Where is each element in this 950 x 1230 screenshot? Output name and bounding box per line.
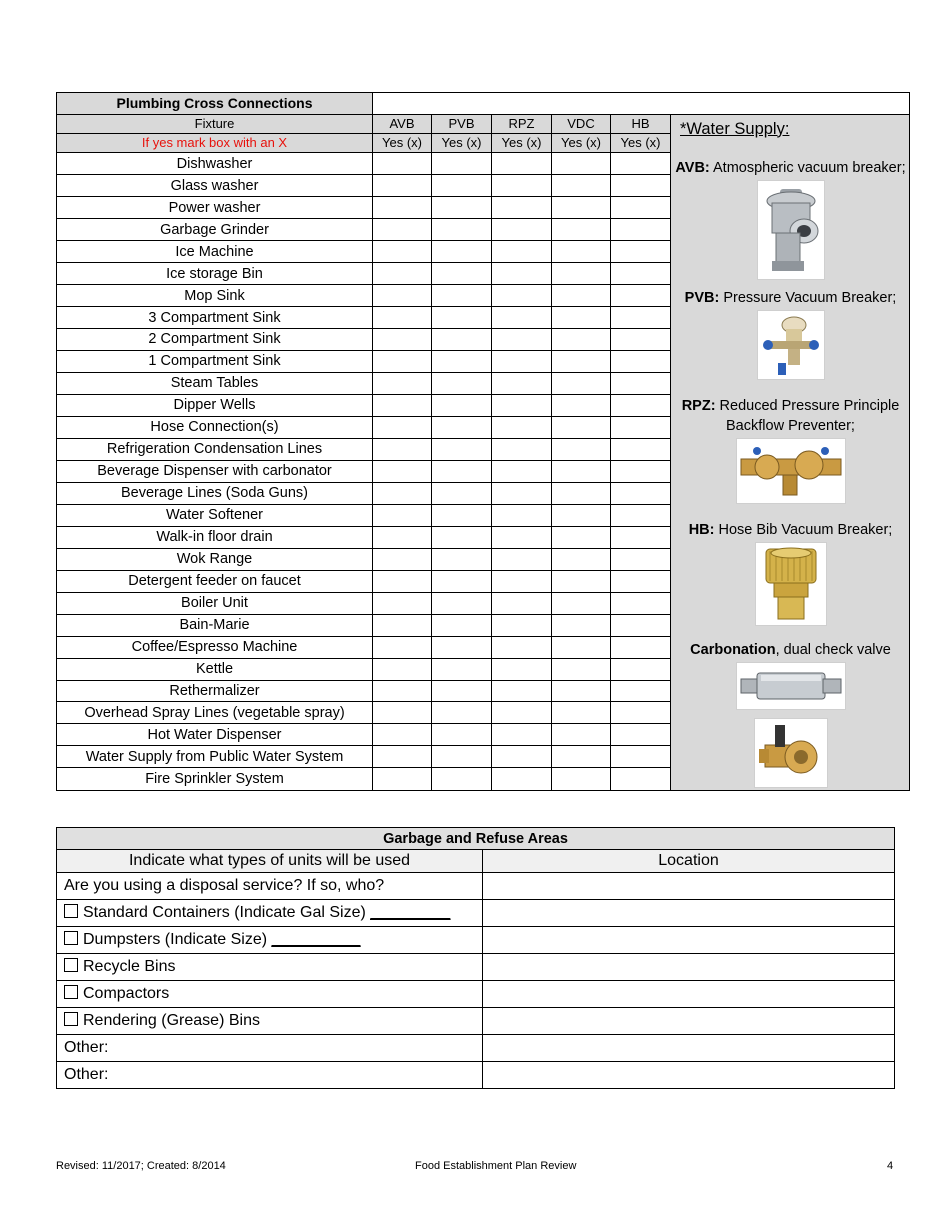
hb-legend: HB: Hose Bib Vacuum Breaker; [688,521,893,538]
checkbox-cell-vdc[interactable] [552,614,611,636]
garbage-row [57,1062,895,1089]
unit-type-label: Other: [64,1039,109,1056]
fixture-name: Beverage Lines (Soda Guns) [57,482,373,504]
checkbox-cell-hb[interactable] [611,570,671,592]
checkbox-cell-hb[interactable] [611,702,671,724]
carbonation-legend: Carbonation, dual check valve [690,641,891,658]
rpz-legend: RPZ: Reduced Pressure Principle Backflow Preventer; [681,397,900,434]
hb-vacuum-breaker-image [755,542,827,626]
instruction-text: If yes mark box with an X [57,133,373,152]
yes-label-avb: Yes (x) [373,133,432,152]
checkbox-cell-hb[interactable] [611,724,671,746]
fixture-name: Glass washer [57,175,373,197]
checkbox-cell-rpz[interactable] [492,307,552,329]
checkbox-cell-vdc[interactable] [552,219,611,241]
checkbox-cell-vdc[interactable] [552,241,611,263]
checkbox-cell-vdc[interactable] [552,746,611,768]
checkbox-cell-vdc[interactable] [552,724,611,746]
checkbox-cell-pvb[interactable] [432,636,492,658]
checkbox-cell-rpz[interactable] [492,768,552,790]
unit-type-label: Rendering (Grease) Bins [83,1012,260,1029]
checkbox-cell-vdc[interactable] [552,526,611,548]
fixture-name: Hose Connection(s) [57,416,373,438]
checkbox-cell-vdc[interactable] [552,394,611,416]
checkbox-cell-avb[interactable] [373,592,432,614]
checkbox-cell-hb[interactable] [611,153,671,175]
checkbox-cell-hb[interactable] [611,263,671,285]
fixture-name: Coffee/Espresso Machine [57,636,373,658]
checkbox-cell-vdc[interactable] [552,350,611,372]
unit-type-cell [57,873,483,900]
fixture-name: 3 Compartment Sink [57,307,373,329]
location-cell[interactable] [483,981,895,1008]
checkbox-cell-pvb[interactable] [432,460,492,482]
checkbox-cell-avb[interactable] [373,548,432,570]
checkbox-cell-rpz[interactable] [492,504,552,526]
checkbox-cell-avb[interactable] [373,482,432,504]
checkbox-cell-vdc[interactable] [552,658,611,680]
checkbox-cell-avb[interactable] [373,285,432,307]
checkbox-cell-avb[interactable] [373,526,432,548]
plumbing-cross-connections-table [56,92,910,791]
checkbox-cell-rpz[interactable] [492,526,552,548]
unit-type-cell[interactable] [57,900,483,927]
checkbox-cell-avb[interactable] [373,350,432,372]
checkbox-cell-hb[interactable] [611,768,671,790]
checkbox-cell-vdc[interactable] [552,307,611,329]
checkbox-cell-pvb[interactable] [432,724,492,746]
water-supply-legend [671,115,910,788]
checkbox-cell-rpz[interactable] [492,548,552,570]
fixture-header: Fixture [57,114,373,133]
checkbox-cell-rpz[interactable] [492,285,552,307]
column-header-rpz: RPZ [492,114,552,133]
checkbox-cell-avb[interactable] [373,636,432,658]
garbage-row [57,981,895,1008]
checkbox-cell-avb[interactable] [373,329,432,351]
fixture-name: Boiler Unit [57,592,373,614]
checkbox-cell-vdc[interactable] [552,504,611,526]
checkbox-cell-avb[interactable] [373,241,432,263]
checkbox-cell-pvb[interactable] [432,702,492,724]
checkbox-cell-hb[interactable] [611,482,671,504]
plumbing-title: Plumbing Cross Connections [57,93,373,115]
checkbox-cell-pvb[interactable] [432,526,492,548]
checkbox-cell-pvb[interactable] [432,548,492,570]
carbonation-valve-image [754,718,828,788]
checkbox-cell-pvb[interactable] [432,219,492,241]
checkbox-cell-rpz[interactable] [492,438,552,460]
fixture-name: 1 Compartment Sink [57,350,373,372]
checkbox-cell-avb[interactable] [373,438,432,460]
checkbox-cell-pvb[interactable] [432,197,492,219]
checkbox-cell-pvb[interactable] [432,570,492,592]
checkbox-cell-hb[interactable] [611,285,671,307]
checkbox-cell-vdc[interactable] [552,285,611,307]
yes-label-vdc: Yes (x) [552,133,611,152]
checkbox-cell-pvb[interactable] [432,372,492,394]
checkbox-cell-avb[interactable] [373,724,432,746]
checkbox-cell-avb[interactable] [373,504,432,526]
checkbox-cell-rpz[interactable] [492,680,552,702]
location-cell[interactable] [483,927,895,954]
fixture-name: Refrigeration Condensation Lines [57,438,373,460]
checkbox-cell-rpz[interactable] [492,570,552,592]
checkbox-cell-pvb[interactable] [432,285,492,307]
checkbox-cell-hb[interactable] [611,197,671,219]
checkbox-cell-pvb[interactable] [432,680,492,702]
checkbox-cell-avb[interactable] [373,570,432,592]
checkbox-cell-rpz[interactable] [492,372,552,394]
checkbox-cell-avb[interactable] [373,460,432,482]
checkbox-cell-rpz[interactable] [492,636,552,658]
checkbox-cell-vdc[interactable] [552,197,611,219]
yes-label-hb: Yes (x) [611,133,671,152]
checkbox-cell-rpz[interactable] [492,592,552,614]
fixture-name: Ice storage Bin [57,263,373,285]
unit-type-label: Compactors [83,985,170,1002]
unit-type-cell[interactable] [57,981,483,1008]
checkbox-cell-rpz[interactable] [492,263,552,285]
unit-type-cell[interactable] [57,954,483,981]
checkbox-cell-pvb[interactable] [432,482,492,504]
checkbox-cell-avb[interactable] [373,219,432,241]
checkbox-cell-vdc[interactable] [552,636,611,658]
garbage-row [57,1035,895,1062]
fixture-name: Rethermalizer [57,680,373,702]
footer-title: Food Establishment Plan Review [415,1160,577,1172]
fixture-name: Wok Range [57,548,373,570]
unit-type-cell [57,1062,483,1089]
column-header-avb: AVB [373,114,432,133]
checkbox-cell-avb[interactable] [373,197,432,219]
checkbox-cell-pvb[interactable] [432,175,492,197]
fixture-name: Dipper Wells [57,394,373,416]
checkbox-cell-hb[interactable] [611,614,671,636]
checkbox-cell-vdc[interactable] [552,570,611,592]
checkbox-cell-vdc[interactable] [552,460,611,482]
location-cell[interactable] [483,954,895,981]
checkbox-cell-avb[interactable] [373,372,432,394]
location-cell[interactable] [483,873,895,900]
checkbox-cell-vdc[interactable] [552,702,611,724]
checkbox-cell-avb[interactable] [373,614,432,636]
fixture-name: Dishwasher [57,153,373,175]
checkbox-cell-avb[interactable] [373,263,432,285]
checkbox-cell-hb[interactable] [611,680,671,702]
checkbox-cell-pvb[interactable] [432,153,492,175]
dual-check-valve-image [736,662,846,710]
rpz-valve-image [736,438,846,504]
checkbox-cell-hb[interactable] [611,394,671,416]
location-header: Location [483,850,895,873]
fixture-name: Ice Machine [57,241,373,263]
fixture-name: Detergent feeder on faucet [57,570,373,592]
unit-type-cell[interactable] [57,927,483,954]
checkbox-icon[interactable] [64,931,78,945]
checkbox-cell-hb[interactable] [611,175,671,197]
checkbox-cell-pvb[interactable] [432,592,492,614]
fixture-name: Garbage Grinder [57,219,373,241]
checkbox-cell-rpz[interactable] [492,460,552,482]
checkbox-cell-pvb[interactable] [432,241,492,263]
unit-type-label: Dumpsters (Indicate Size) [83,931,272,948]
checkbox-cell-rpz[interactable] [492,658,552,680]
column-header-vdc: VDC [552,114,611,133]
unit-type-label: Standard Containers (Indicate Gal Size) [83,904,371,921]
fixture-name: 2 Compartment Sink [57,329,373,351]
checkbox-cell-vdc[interactable] [552,329,611,351]
checkbox-cell-hb[interactable] [611,219,671,241]
checkbox-cell-avb[interactable] [373,394,432,416]
checkbox-cell-avb[interactable] [373,680,432,702]
checkbox-cell-rpz[interactable] [492,482,552,504]
checkbox-icon[interactable] [64,958,78,972]
water-supply-title: *Water Supply: [680,119,790,138]
checkbox-cell-rpz[interactable] [492,350,552,372]
checkbox-cell-rpz[interactable] [492,175,552,197]
checkbox-cell-hb[interactable] [611,548,671,570]
checkbox-cell-hb[interactable] [611,372,671,394]
checkbox-cell-rpz[interactable] [492,329,552,351]
checkbox-cell-rpz[interactable] [492,702,552,724]
location-cell[interactable] [483,900,895,927]
pvb-legend: PVB: Pressure Vacuum Breaker; [684,289,897,306]
checkbox-cell-hb[interactable] [611,438,671,460]
checkbox-cell-rpz[interactable] [492,416,552,438]
size-blank[interactable]: __________ [271,931,361,948]
checkbox-cell-pvb[interactable] [432,768,492,790]
size-blank[interactable]: _________ [370,904,451,921]
fixture-name: Kettle [57,658,373,680]
checkbox-cell-pvb[interactable] [432,438,492,460]
checkbox-cell-rpz[interactable] [492,241,552,263]
column-header-hb: HB [611,114,671,133]
checkbox-cell-avb[interactable] [373,746,432,768]
checkbox-cell-rpz[interactable] [492,219,552,241]
checkbox-cell-avb[interactable] [373,768,432,790]
checkbox-cell-hb[interactable] [611,746,671,768]
checkbox-cell-rpz[interactable] [492,153,552,175]
unit-type-cell [57,1035,483,1062]
checkbox-cell-vdc[interactable] [552,263,611,285]
checkbox-cell-hb[interactable] [611,460,671,482]
checkbox-cell-pvb[interactable] [432,329,492,351]
checkbox-cell-pvb[interactable] [432,394,492,416]
fixture-name: Walk-in floor drain [57,526,373,548]
column-header-pvb: PVB [432,114,492,133]
checkbox-cell-rpz[interactable] [492,746,552,768]
checkbox-cell-avb[interactable] [373,416,432,438]
checkbox-cell-pvb[interactable] [432,614,492,636]
fixture-name: Hot Water Dispenser [57,724,373,746]
fixture-name: Bain-Marie [57,614,373,636]
fixture-name: Water Softener [57,504,373,526]
checkbox-cell-hb[interactable] [611,350,671,372]
checkbox-cell-vdc[interactable] [552,416,611,438]
checkbox-cell-vdc[interactable] [552,548,611,570]
fixture-name: Fire Sprinkler System [57,768,373,790]
garbage-row [57,954,895,981]
yes-label-pvb: Yes (x) [432,133,492,152]
garbage-row [57,927,895,954]
garbage-refuse-table [56,827,895,1089]
pvb-valve-image [757,310,825,380]
checkbox-cell-hb[interactable] [611,658,671,680]
page-number: 4 [887,1160,894,1172]
checkbox-cell-rpz[interactable] [492,724,552,746]
fixture-name: Water Supply from Public Water System [57,746,373,768]
checkbox-cell-rpz[interactable] [492,614,552,636]
checkbox-cell-pvb[interactable] [432,263,492,285]
checkbox-icon[interactable] [64,985,78,999]
checkbox-cell-pvb[interactable] [432,307,492,329]
garbage-title: Garbage and Refuse Areas [57,828,895,850]
checkbox-cell-avb[interactable] [373,702,432,724]
unit-type-label: Other: [64,1066,109,1083]
checkbox-cell-vdc[interactable] [552,680,611,702]
fixture-name: Beverage Dispenser with carbonator [57,460,373,482]
checkbox-cell-pvb[interactable] [432,504,492,526]
unit-type-label: Are you using a disposal service? If so, who? [64,877,385,894]
avb-legend: AVB: Atmospheric vacuum breaker; [675,159,906,176]
checkbox-cell-pvb[interactable] [432,350,492,372]
checkbox-cell-vdc[interactable] [552,153,611,175]
garbage-row [57,900,895,927]
checkbox-cell-avb[interactable] [373,658,432,680]
checkbox-cell-hb[interactable] [611,416,671,438]
fixture-name: Mop Sink [57,285,373,307]
checkbox-icon[interactable] [64,1012,78,1026]
checkbox-cell-hb[interactable] [611,636,671,658]
checkbox-cell-vdc[interactable] [552,768,611,790]
fixture-name: Power washer [57,197,373,219]
water-supply-panel [671,114,910,790]
checkbox-cell-rpz[interactable] [492,197,552,219]
garbage-row [57,1008,895,1035]
location-cell[interactable] [483,1008,895,1035]
checkbox-cell-hb[interactable] [611,241,671,263]
checkbox-cell-pvb[interactable] [432,416,492,438]
revision-note: Revised: 11/2017; Created: 8/2014 [56,1160,226,1172]
checkbox-cell-hb[interactable] [611,592,671,614]
fixture-name: Steam Tables [57,372,373,394]
unit-type-label: Recycle Bins [83,958,176,975]
checkbox-cell-rpz[interactable] [492,394,552,416]
unit-type-cell[interactable] [57,1008,483,1035]
checkbox-cell-vdc[interactable] [552,482,611,504]
garbage-row [57,873,895,900]
checkbox-cell-pvb[interactable] [432,746,492,768]
checkbox-cell-pvb[interactable] [432,658,492,680]
units-header: Indicate what types of units will be used [57,850,483,873]
checkbox-icon[interactable] [64,904,78,918]
checkbox-cell-avb[interactable] [373,175,432,197]
checkbox-cell-hb[interactable] [611,526,671,548]
checkbox-cell-hb[interactable] [611,329,671,351]
checkbox-cell-vdc[interactable] [552,438,611,460]
avb-valve-image [757,180,825,280]
checkbox-cell-hb[interactable] [611,504,671,526]
fixture-name: Overhead Spray Lines (vegetable spray) [57,702,373,724]
yes-label-rpz: Yes (x) [492,133,552,152]
checkbox-cell-avb[interactable] [373,153,432,175]
checkbox-cell-vdc[interactable] [552,592,611,614]
location-cell[interactable] [483,1062,895,1089]
location-cell[interactable] [483,1035,895,1062]
checkbox-cell-hb[interactable] [611,307,671,329]
checkbox-cell-avb[interactable] [373,307,432,329]
checkbox-cell-vdc[interactable] [552,175,611,197]
checkbox-cell-vdc[interactable] [552,372,611,394]
